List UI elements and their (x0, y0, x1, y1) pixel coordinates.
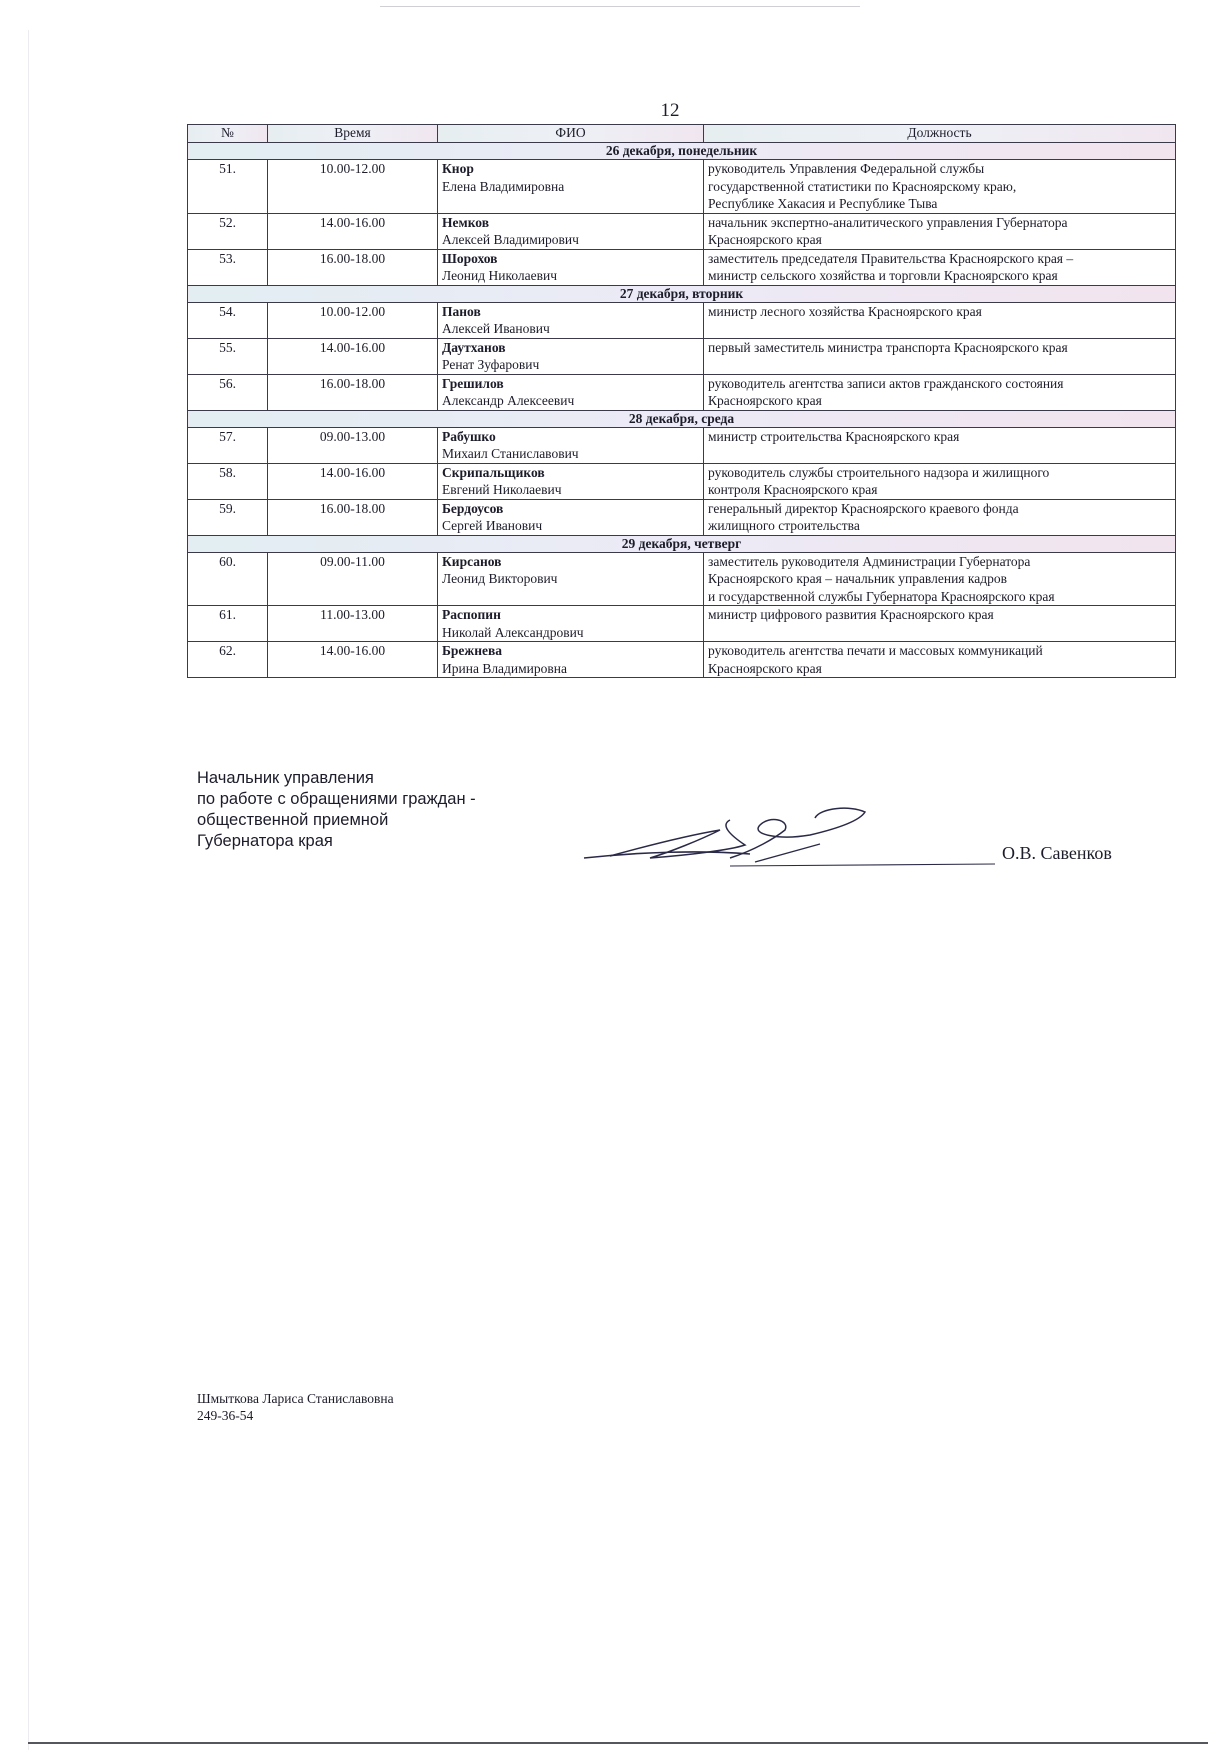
surname: Немков (442, 214, 489, 230)
header-position: Должность (704, 125, 1176, 143)
position-line: заместитель руководителя Администрации Губернатора (708, 553, 1031, 569)
position-line: руководитель агентства записи актов гражданского состояния (708, 375, 1064, 391)
given-names: Сергей Иванович (442, 518, 543, 533)
given-names: Алексей Иванович (442, 321, 550, 336)
given-names: Елена Владимировна (442, 178, 565, 194)
position-line: руководитель службы строительного надзора и жилищного (708, 464, 1050, 480)
given-names: Ирина Владимировна (442, 660, 568, 676)
executor-phone: 249-36-54 (197, 1408, 254, 1423)
table-row (188, 302, 1176, 338)
position-line: министр сельского хозяйства и торговли Красноярского края (708, 268, 1058, 283)
day-header-row (188, 143, 1176, 160)
header-fio: ФИО (438, 125, 704, 143)
table-row (188, 499, 1176, 535)
signoff-line: Начальник управления (197, 769, 374, 787)
row-number: 60. (188, 552, 268, 606)
row-time: 10.00-12.00 (268, 302, 438, 338)
row-number: 54. (188, 302, 268, 338)
row-position (704, 249, 1176, 285)
executor-name: Шмыткова Лариса Станиславовна (197, 1391, 394, 1406)
handwritten-signature (580, 800, 1000, 875)
table-row (188, 427, 1176, 463)
table-row (188, 249, 1176, 285)
position-line: министр цифрового развития Красноярского края (708, 607, 994, 622)
signoff-line: Губернатора края (197, 832, 333, 850)
row-fio (438, 463, 704, 499)
table-body (188, 143, 1176, 678)
reception-schedule-table (187, 124, 1176, 678)
scan-edge-left (28, 30, 29, 1750)
surname: Скрипальщиков (442, 464, 545, 480)
day-header-row (188, 410, 1176, 427)
surname: Кирсанов (442, 553, 502, 569)
row-time: 10.00-12.00 (268, 160, 438, 214)
position-line: Красноярского края (708, 660, 822, 676)
table-row (188, 463, 1176, 499)
row-position (704, 499, 1176, 535)
surname: Шорохов (442, 250, 498, 266)
position-line: министр лесного хозяйства Красноярского края (708, 303, 982, 319)
row-number: 55. (188, 338, 268, 374)
surname: Кнор (442, 161, 474, 176)
row-position (704, 427, 1176, 463)
header-time: Время (268, 125, 438, 143)
row-fio (438, 374, 704, 410)
given-names: Александр Алексеевич (442, 393, 575, 408)
row-position (704, 160, 1176, 214)
row-time: 16.00-18.00 (268, 499, 438, 535)
position-line: Республике Хакасия и Республике Тыва (708, 196, 938, 211)
row-position (704, 302, 1176, 338)
executor-block (197, 1390, 394, 1424)
row-fio (438, 249, 704, 285)
position-line: Красноярского края (708, 393, 822, 408)
surname: Бердоусов (442, 500, 504, 516)
signer-name: О.В. Савенков (1002, 843, 1112, 863)
given-names: Леонид Викторович (442, 571, 558, 586)
given-names: Николай Александрович (442, 624, 584, 640)
table-row (188, 374, 1176, 410)
row-number: 62. (188, 642, 268, 678)
position-line: Красноярского края (708, 232, 822, 247)
given-names: Алексей Владимирович (442, 232, 579, 247)
surname: Брежнева (442, 643, 503, 658)
position-line: первый заместитель министра транспорта Красноярского края (708, 339, 1068, 355)
scan-edge-top (380, 6, 860, 7)
row-fio (438, 427, 704, 463)
given-names: Леонид Николаевич (442, 268, 558, 283)
surname: Грешилов (442, 375, 504, 391)
row-fio (438, 213, 704, 249)
row-time: 16.00-18.00 (268, 374, 438, 410)
row-fio (438, 338, 704, 374)
position-line: министр строительства Красноярского края (708, 428, 960, 444)
row-time: 11.00-13.00 (268, 606, 438, 642)
signoff-line: по работе с обращениями граждан - (197, 790, 476, 808)
table-row (188, 160, 1176, 214)
row-number: 61. (188, 606, 268, 642)
table-row (188, 213, 1176, 249)
surname: Рабушко (442, 428, 496, 444)
position-line: генеральный директор Красноярского краевого фонда (708, 500, 1019, 516)
row-position (704, 213, 1176, 249)
position-line: руководитель Управления Федеральной службы (708, 161, 985, 176)
table-row (188, 552, 1176, 606)
row-fio (438, 642, 704, 678)
given-names: Ренат Зуфарович (442, 357, 540, 372)
row-number: 59. (188, 499, 268, 535)
day-header-row (188, 285, 1176, 302)
given-names: Михаил Станиславович (442, 446, 579, 461)
row-fio (438, 302, 704, 338)
row-number: 53. (188, 249, 268, 285)
scan-edge-bottom (28, 1742, 1208, 1744)
row-position (704, 642, 1176, 678)
table-row (188, 642, 1176, 678)
row-position (704, 552, 1176, 606)
day-label: 27 декабря, вторник (188, 285, 1176, 302)
row-time: 14.00-16.00 (268, 642, 438, 678)
position-line: Красноярского края – начальник управления кадров (708, 571, 1007, 586)
row-fio (438, 499, 704, 535)
page-number: 12 (660, 100, 680, 121)
row-position (704, 338, 1176, 374)
header-num: № (188, 125, 268, 143)
row-number: 51. (188, 160, 268, 214)
row-number: 56. (188, 374, 268, 410)
day-header-row (188, 535, 1176, 552)
row-time: 16.00-18.00 (268, 249, 438, 285)
table-row (188, 338, 1176, 374)
surname: Панов (442, 303, 481, 319)
row-position (704, 374, 1176, 410)
surname: Распопин (442, 607, 501, 622)
row-fio (438, 160, 704, 214)
surname: Даутханов (442, 339, 506, 355)
row-number: 52. (188, 213, 268, 249)
row-number: 57. (188, 427, 268, 463)
row-time: 14.00-16.00 (268, 213, 438, 249)
row-time: 09.00-13.00 (268, 427, 438, 463)
row-fio (438, 606, 704, 642)
signoff-line: общественной приемной (197, 811, 389, 829)
row-position (704, 463, 1176, 499)
position-line: начальник экспертно-аналитического управления Губернатора (708, 214, 1068, 230)
row-fio (438, 552, 704, 606)
position-line: руководитель агентства печати и массовых коммуникаций (708, 643, 1043, 658)
position-line: контроля Красноярского края (708, 482, 878, 497)
position-line: государственной статистики по Красноярскому краю, (708, 178, 1017, 194)
day-label: 29 декабря, четверг (188, 535, 1176, 552)
row-position (704, 606, 1176, 642)
day-label: 28 декабря, среда (188, 410, 1176, 427)
position-line: заместитель председателя Правительства Красноярского края – (708, 250, 1074, 266)
row-time: 14.00-16.00 (268, 338, 438, 374)
row-time: 09.00-11.00 (268, 552, 438, 606)
row-number: 58. (188, 463, 268, 499)
day-label: 26 декабря, понедельник (188, 143, 1176, 160)
table-row (188, 606, 1176, 642)
table-header-row (188, 125, 1176, 143)
row-time: 14.00-16.00 (268, 463, 438, 499)
given-names: Евгений Николаевич (442, 482, 562, 497)
signoff-block (197, 768, 476, 852)
position-line: и государственной службы Губернатора Красноярского края (708, 588, 1055, 604)
position-line: жилищного строительства (708, 518, 860, 533)
